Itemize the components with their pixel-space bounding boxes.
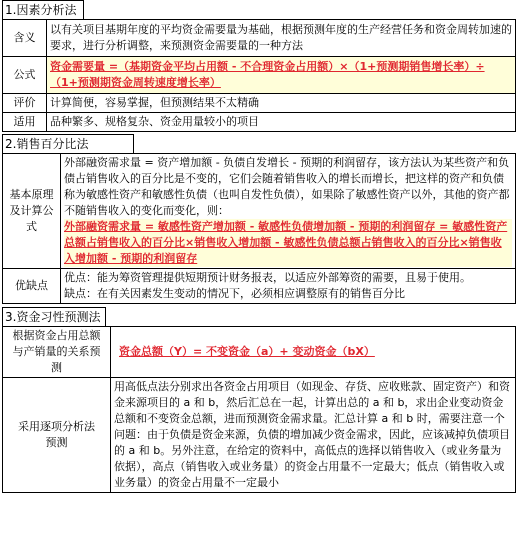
row-label: 优缺点 bbox=[3, 269, 61, 304]
row-label: 含义 bbox=[3, 20, 47, 57]
capital-formula: 资金总额（Y）= 不变资金（a）+ 变动资金（bX） bbox=[119, 345, 375, 358]
basis-cell bbox=[111, 327, 516, 378]
row-text: 以有关项目基期年度的平均资金需要量为基础，根据预测年度的生产经营任务和资金周转加速的要求，进行分析调整，来预测资金需要量的一种方法 bbox=[47, 20, 516, 57]
table-row bbox=[3, 113, 516, 132]
formula-cell bbox=[47, 57, 516, 94]
section-title-sales-percentage: 2.销售百分比法 bbox=[2, 134, 134, 153]
table-row bbox=[3, 327, 516, 378]
section-title-factor-analysis: 1.因素分析法 bbox=[2, 0, 84, 19]
table-row bbox=[3, 269, 516, 304]
factor-analysis-table bbox=[2, 19, 516, 132]
factor-formula: 资金需要量 =（基期资金平均占用额 - 不合理资金占用额）×（1+预测期销售增长率）÷（1+预测期资金周转速度增长率） bbox=[50, 60, 485, 89]
row-label: 公式 bbox=[3, 57, 47, 94]
row-text: 品种繁多、规格复杂、资金用量较小的项目 bbox=[47, 113, 516, 132]
table-row bbox=[3, 20, 516, 57]
sales-formula: 外部融资需求量 = 敏感性资产增加额 - 敏感性负债增加额 - 预期的利润留存 = 敏感性资产总额占销售收入的百分比×销售收入增加额 - 敏感性负债总额占销售收入的百分比×销售收入增加额 - 预期的利润留存 bbox=[64, 220, 508, 265]
row-text: 计算简便，容易掌握，但预测结果不太精确 bbox=[47, 94, 516, 113]
table-row bbox=[3, 378, 516, 493]
row-label: 采用逐项分析法预测 bbox=[3, 378, 111, 493]
sales-formula-box bbox=[64, 219, 512, 267]
capital-habit-table bbox=[2, 326, 516, 493]
table-row bbox=[3, 94, 516, 113]
item-analysis-text: 用高低点法分别求出各资金占用项目（如现金、存货、应收账款、固定资产）和资金来源项目的 a 和 b，然后汇总在一起，计算出总的 a 和 b，求出企业变动资金总额和不变资金总额，进而预测资金需求量。汇总计算 a 和 b 时，需要注意一个问题：由于负债是资金来源，负债的增加减少资金需求，因此，应该减掉负债项目的 a 和 b。另外注意，在给定的资料中，高低点的选择以销售收入（或业务量为依据），高点（销售收入或业务量）的资金占用量不一定最大；低点（销售收入或业务量）的资金占用量不一定最小 bbox=[111, 378, 516, 493]
table-row bbox=[3, 57, 516, 94]
cons-text: 缺点：在有关因素发生变动的情况下，必须相应调整原有的销售百分比 bbox=[64, 287, 405, 300]
row-label: 基本原理及计算公式 bbox=[3, 154, 61, 269]
row-label: 适用 bbox=[3, 113, 47, 132]
sales-percentage-table bbox=[2, 153, 516, 304]
row-label: 根据资金占用总额与产销量的关系预测 bbox=[3, 327, 111, 378]
pros-text: 优点：能为筹资管理提供短期预计财务报表，以适应外部筹资的需要，且易于使用。 bbox=[64, 271, 471, 284]
table-row bbox=[3, 154, 516, 269]
principle-cell bbox=[61, 154, 516, 269]
row-label: 评价 bbox=[3, 94, 47, 113]
page bbox=[2, 0, 516, 493]
principle-text: 外部融资需求量 = 资产增加额 - 负债自发增长 - 预期的利润留存，该方法认为某些资产和负债占销售收入的百分比是不变的，它们会随着销售收入的增长而增长，把这样的资产和负债称为敏感性资产和敏感性负债（也叫自发性负债），如果除了敏感性资产以外，其他的资产都不随销售收入的变化而变化，则： bbox=[64, 156, 510, 217]
pros-cons-cell bbox=[61, 269, 516, 304]
section-title-capital-habit: 3.资金习性预测法 bbox=[2, 307, 106, 326]
